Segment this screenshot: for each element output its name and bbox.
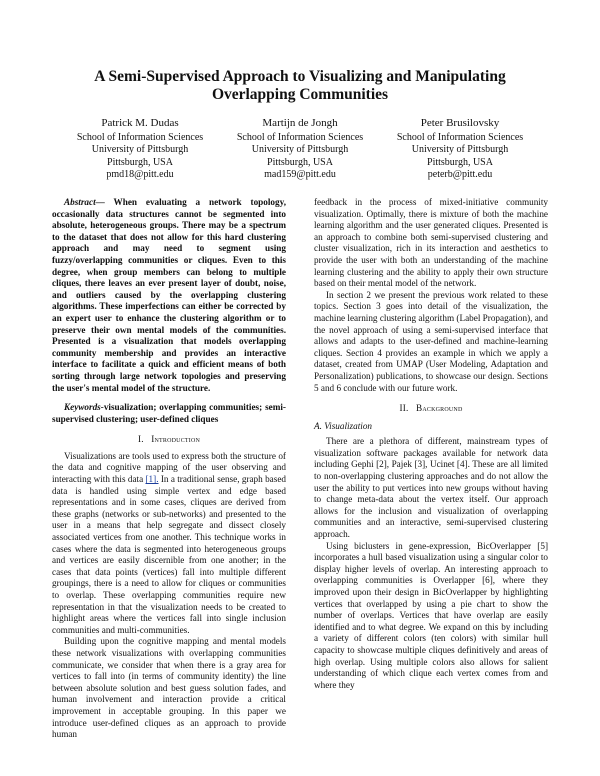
subsection-heading: A. Visualization (314, 420, 373, 431)
body-paragraph: In section 2 we present the previous work related to these topics. Section 3 goes into detail of the visualization, the machine learning clustering algorithm (Label Propagation), and the novel approach of using a semi-supervised interface that allows and adapts to the user-defined and machine-learning cliques. Section 4 provides an example in which we apply a dataset, created from UMAP (User Modeling, Adaptation and Personalization) publications, to showcase our design. Sections 5 and 6 conclude with our future work. (314, 289, 548, 393)
author-univ: University of Pittsburgh (91, 144, 189, 155)
author-univ: University of Pittsburgh (251, 144, 349, 155)
abstract-label: Abstract— (64, 197, 105, 207)
author-dept: School of Information Sciences (236, 131, 364, 143)
author-name: Martijn de Jongh (262, 117, 338, 129)
author-univ: University of Pittsburgh (411, 144, 509, 155)
intro-paragraph: Building upon the cognitive mapping and mental models these network visualizations with overlapping communities communicate, we consider that when there is a gray area for vertices to fall into (in terms of community identity) the line between absolute solution and best guess solution fades, and human involvement and interaction provide a critical improvement in acceptable grouping. In this paper we introduce user-defined cliques as an approach to provide human (52, 636, 286, 740)
keywords-text: visualization; overlapping communities; semi-supervised clustering; user-defined cliques (52, 402, 286, 424)
author-dept: School of Information Sciences (396, 131, 524, 143)
author-dept: School of Information Sciences (76, 131, 204, 143)
abstract-text: When evaluating a network topology, occasionally data structures cannot be segmented into absolute, heterogeneous groups. There may be a spectrum to the dataset that does not allow for this hard clustering approach and may need to segment using fuzzy/overlapping communities or cliques. Even to this degree, when group members can belong to multiple cliques, there leaves an ever present layer of doubt, noise, and outliers caused by the overlapping clustering algorithms. These imperfections can either be corrected by an expert user to enhance the clustering algorithm or to preserve their own mental models of the communities. Presented is a visualization that models overlapping community membership and provides an interactive interface to facilitate a quick and efficient means of both sorting through large network topologies and preserving the user's mental model of the structure. (52, 197, 286, 393)
author-email: pmd18@pitt.edu (106, 169, 174, 180)
author-location: Pittsburgh, USA (267, 156, 333, 168)
section-heading (314, 403, 548, 415)
author-name: Peter Brusilovsky (420, 117, 500, 129)
intro-text: Visualizations are tools used to express both the structure of the data and cognitive mapping of the user observing and interacting with this data (52, 450, 286, 485)
author-location: Pittsburgh, USA (427, 156, 493, 168)
author-block (55, 117, 225, 182)
author-email: mad159@pitt.edu (264, 169, 336, 180)
abstract (52, 197, 286, 394)
paper-title: A Semi-Supervised Approach to Visualizing and Manipulating Overlapping Communities (94, 68, 506, 103)
author-name: Patrick M. Dudas (101, 117, 179, 129)
right-column (314, 197, 548, 691)
section-title: Introduction (151, 434, 201, 445)
author-block (215, 117, 385, 182)
citation-link[interactable]: [1]. (145, 474, 159, 485)
section-number: II. (399, 403, 409, 414)
section-title: Background (416, 403, 463, 414)
keywords (52, 402, 286, 425)
author-block (375, 117, 545, 182)
body-paragraph: feedback in the process of mixed-initiative community visualization. Optimally, there is mixture of both the machine learning algorithm and the user generated cliques. Presented is an approach to combine both semi-supervised clustering and cluster visualization, rich in its interaction and aesthetics to provide the user with both an understanding of the machine learning clustering and the ability to apply their own structure based on their mental model of the network. (314, 197, 548, 289)
section-number: I. (137, 434, 144, 445)
intro-text: In a traditional sense, graph based data is handled using simple vertex and edge based representations and in some cases, cliques are derived from these graphs (networks or sub-networks) and presented to the user in a means that help segregate and dissect closely associated vertices from one another. This technique works in cases where the data is segmented into heterogeneous groups and vertices are easily discernible from one another; in the cases that data points (vertices) fall into multiple different groupings, there is a need to allow for cliques or communities to overlap. These overlapping communities require new representation in that the visualization needs to be created to highlight areas where the vertices fall into single inclusion communities and multi-communities. (52, 474, 286, 635)
author-location: Pittsburgh, USA (107, 156, 173, 168)
body-paragraph: Using biclusters in gene-expression, BicOverlapper [5] incorporates a hull based visualization using a singular color to display higher levels of overlap. An interesting approach to overlapping communities is Overlapper [6], where they improved upon their design in BicOverlapper by highlighting vertices that overlapped by using a pie chart to show the number of overlaps. Vertices that have overlap are easily identified and to what degree. We expand on this by including a variety of different colors (ten colors) with similar hull capacity to showcase multiple cliques definitively and areas of high overlap. Using multiple colors also allows for salient understanding of which clique each vertex comes from and where they (314, 540, 548, 690)
keywords-label: Keywords- (64, 402, 104, 413)
left-column (52, 197, 286, 741)
section-heading (52, 434, 286, 446)
body-paragraph: There are a plethora of different, mainstream types of visualization software packages available for network data including Gephi [2], Pajek [3], Ucinet [4]. These are all limited to non-overlapping clustering approaches and do not allow the user the ability to put vertices into new groups without having to change meta-data about the vertex itself. Our approach allows for the inclusion and visualization of overlapping communities and an interactive, semi-supervised clustering approach. (314, 436, 548, 540)
intro-paragraph (52, 451, 286, 637)
author-email: peterb@pitt.edu (427, 169, 493, 180)
